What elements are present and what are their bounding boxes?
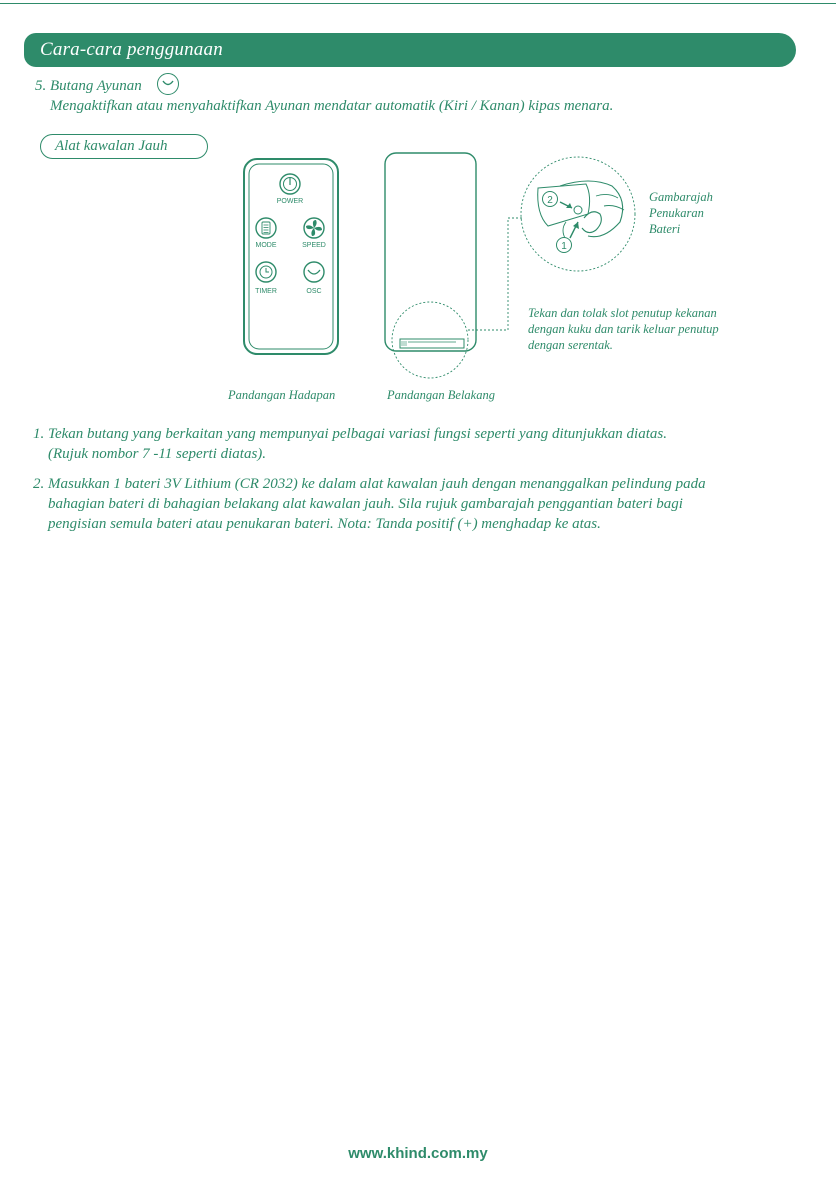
- power-label: POWER: [276, 198, 304, 205]
- timer-label: TIMER: [255, 288, 277, 295]
- step-1-number: 1.: [33, 426, 45, 442]
- speed-label: SPEED: [302, 242, 326, 249]
- back-view-caption: Pandangan Belakang: [387, 388, 495, 402]
- step-2: [33, 474, 706, 534]
- battery-step-1: 1: [561, 241, 567, 252]
- battery-diagram: [521, 157, 635, 271]
- step-2-number: 2.: [33, 476, 45, 492]
- step-2-line-2: bahagian bateri di bahagian belakang alat kawalan jauh. Sila rujuk gambarajah penggantian bateri bagi: [48, 496, 683, 512]
- remote-back-view: [385, 153, 476, 378]
- power-icon: [280, 174, 300, 194]
- battery-instruction-line-1: Tekan dan tolak slot penutup kekanan: [528, 306, 717, 320]
- mode-label: MODE: [255, 242, 277, 249]
- battery-diagram-label-3: Bateri: [649, 222, 681, 236]
- remote-section-label: Alat kawalan Jauh: [55, 138, 168, 154]
- battery-instruction-line-2: dengan kuku dan tarik keluar penutup: [528, 322, 719, 336]
- remote-front-view: [244, 159, 338, 354]
- remote-illustration: [0, 0, 836, 420]
- footer-url[interactable]: www.khind.com.my: [348, 1145, 488, 1162]
- step-2-line-1: Masukkan 1 bateri 3V Lithium (CR 2032) ke dalam alat kawalan jauh dengan menanggalkan pelindung pada: [48, 476, 706, 492]
- step-1-line-1: Tekan butang yang berkaitan yang mempunyai pelbagai variasi fungsi seperti yang ditunjukkan diatas.: [48, 426, 667, 442]
- timer-icon: [256, 262, 276, 282]
- battery-diagram-label-2: Penukaran: [649, 206, 704, 220]
- item5-title: 5. Butang Ayunan: [35, 78, 142, 94]
- section-title: Cara-cara penggunaan: [40, 39, 223, 60]
- step-1: [33, 424, 667, 464]
- fan-icon: [304, 218, 324, 238]
- front-view-caption: Pandangan Hadapan: [228, 388, 336, 402]
- battery-instruction-line-3: dengan serentak.: [528, 338, 613, 352]
- item5-description: Mengaktifkan atau menyahaktifkan Ayunan mendatar automatik (Kiri / Kanan) kipas menara.: [50, 98, 614, 114]
- mode-icon: [256, 218, 276, 238]
- step-2-line-3: pengisian semula bateri atau penukaran bateri. Nota: Tanda positif (+) menghadap ke atas.: [48, 516, 601, 532]
- battery-step-2: 2: [547, 195, 553, 206]
- step-1-line-2: (Rujuk nombor 7 -11 seperti diatas).: [48, 446, 267, 462]
- osc-label: OSC: [306, 288, 322, 295]
- oscillation-icon: [304, 262, 324, 282]
- battery-diagram-label-1: Gambarajah: [649, 190, 713, 204]
